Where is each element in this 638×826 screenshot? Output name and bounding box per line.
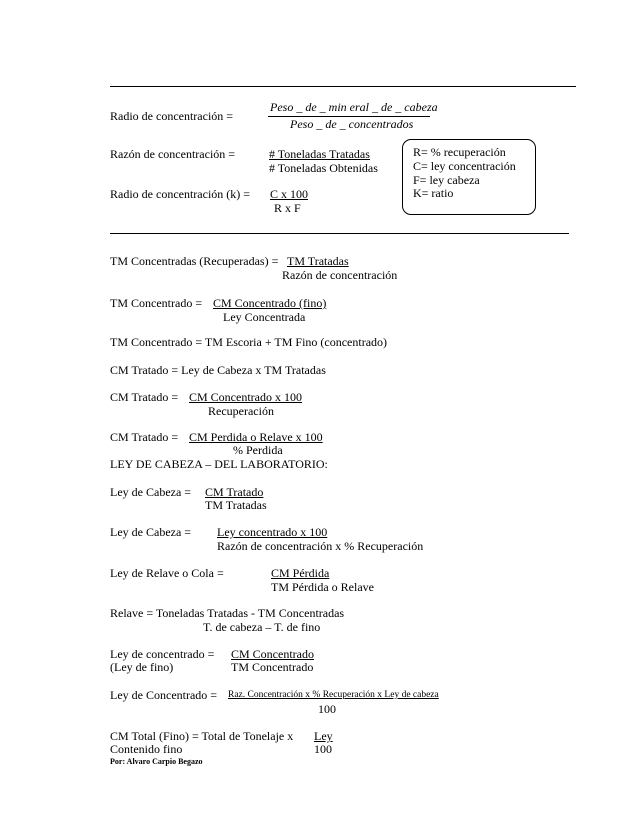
- cm-tratado-2-numerator: CM Concentrado x 100: [189, 390, 302, 404]
- ley-relave-lhs: Ley de Relave o Cola =: [110, 566, 224, 580]
- ley-cabeza-2-numerator: Ley concentrado x 100: [217, 525, 328, 539]
- radio-k-numerator: C x 100: [270, 187, 309, 201]
- ley-concentrado-2-denominator: 100: [318, 702, 336, 716]
- razon-denominator: # Toneladas Obtenidas: [269, 161, 378, 175]
- ley-cabeza-1-numerator: CM Tratado: [205, 485, 264, 499]
- contenido-fino-label: Contenido fino: [110, 742, 183, 756]
- relave-line: Relave = Toneladas Tratadas - TM Concentradas: [110, 606, 345, 620]
- cm-tratado-3-lhs: CM Tratado =: [110, 430, 179, 444]
- ley-cabeza-2-lhs: Ley de Cabeza =: [110, 525, 192, 539]
- ley-relave-denominator: TM Pérdida o Relave: [271, 580, 374, 594]
- top-rule: [110, 86, 576, 87]
- ley-cabeza-1-lhs: Ley de Cabeza =: [110, 485, 192, 499]
- section-rule: [110, 233, 569, 234]
- ley-concentrado-numerator: CM Concentrado: [231, 647, 314, 661]
- ley-relave-numerator: CM Pérdida: [271, 566, 330, 580]
- tm-concentradas-denominator: Razón de concentración: [282, 268, 398, 282]
- ley-concentrado-2-lhs: Ley de Concentrado =: [110, 688, 218, 702]
- tm-concentrado-lhs: TM Concentrado =: [110, 296, 203, 310]
- cm-tratado-2-denominator: Recuperación: [208, 404, 274, 418]
- ley-concentrado-lhs: Ley de concentrado =: [110, 647, 215, 661]
- ley-concentrado-2-numerator: Raz. Concentración x % Recuperación x Ley de cabeza: [228, 690, 439, 700]
- radio-denominator: Peso _ de _ concentrados: [290, 117, 414, 131]
- legend-item-k: K= ratio: [413, 186, 454, 200]
- radio-label: Radio de concentración =: [110, 109, 234, 123]
- tm-concentrado-denominator: Ley Concentrada: [223, 310, 306, 324]
- cm-total-lhs: CM Total (Fino) = Total de Tonelaje x: [110, 729, 294, 743]
- cm-tratado-1: CM Tratado = Ley de Cabeza x TM Tratadas: [110, 363, 326, 377]
- ley-fino-lhs: (Ley de fino): [110, 660, 174, 674]
- tm-concentrado-numerator: CM Concentrado (fino): [213, 296, 327, 310]
- cm-tratado-2-lhs: CM Tratado =: [110, 390, 179, 404]
- radio-k-label: Radio de concentración (k) =: [110, 187, 251, 201]
- radio-numerator: Peso _ de _ min eral _ de _ cabeza: [270, 100, 438, 114]
- radio-k-denominator: R x F: [274, 201, 301, 215]
- legend-item-c: C= ley concentración: [413, 159, 516, 173]
- author-footer: Por: Alvaro Carpio Begazo: [110, 757, 203, 766]
- cm-tratado-3-numerator: CM Perdida o Relave x 100: [189, 430, 323, 444]
- razon-label: Razón de concentración =: [110, 147, 236, 161]
- ley-concentrado-denominator: TM Concentrado: [231, 660, 314, 674]
- cm-total-numerator: Ley: [314, 729, 333, 743]
- cm-tratado-3-denominator: % Perdida: [233, 443, 283, 457]
- legend-item-r: R= % recuperación: [413, 145, 506, 159]
- tm-concentrado-sum: TM Concentrado = TM Escoria + TM Fino (concentrado): [110, 335, 388, 349]
- legend-box: [402, 139, 536, 215]
- tm-concentradas-numerator: TM Tratadas: [287, 254, 349, 268]
- razon-numerator: # Toneladas Tratadas: [269, 147, 370, 161]
- tm-concentradas-lhs: TM Concentradas (Recuperadas) =: [110, 254, 279, 268]
- relave-denominator: T. de cabeza – T. de fino: [203, 620, 321, 634]
- legend-item-f: F= ley cabeza: [413, 173, 480, 187]
- ley-cabeza-1-denominator: TM Tratadas: [205, 498, 267, 512]
- cm-total-denominator: 100: [314, 742, 332, 756]
- ley-cabeza-2-denominator: Razón de concentración x % Recuperación: [217, 539, 424, 553]
- ley-cabeza-heading: LEY DE CABEZA – DEL LABORATORIO:: [110, 457, 328, 471]
